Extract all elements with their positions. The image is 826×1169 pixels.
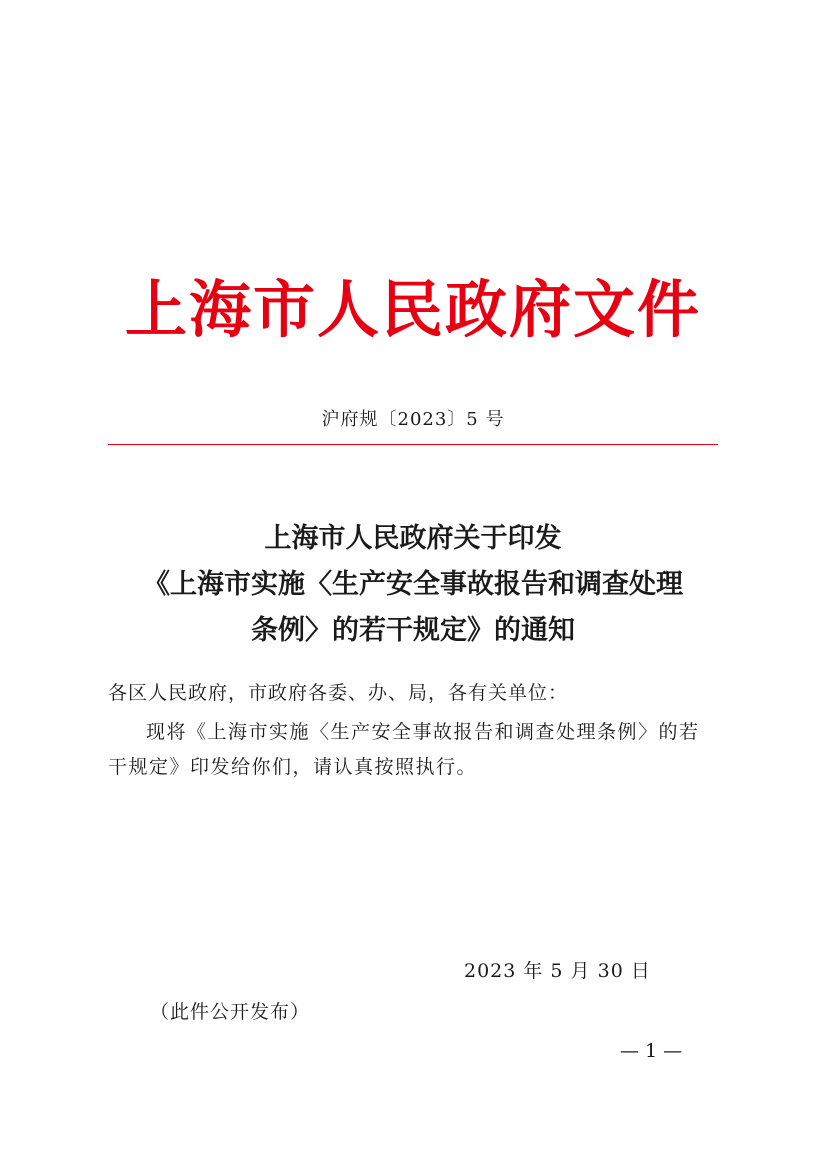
notice-title-line: 《上海市实施〈生产安全事故报告和调查处理: [143, 569, 683, 600]
body-paragraph: [108, 715, 720, 785]
publish-note: （此件公开发布）: [150, 1001, 311, 1023]
header-divider: [108, 444, 718, 445]
body-line: 干规定》印发给你们，请认真按照执行。: [108, 756, 478, 778]
document-header-title: 上海市人民政府文件: [124, 273, 701, 346]
document-number: 沪府规〔2023〕5 号: [321, 409, 505, 430]
page-number: — 1 —: [620, 1040, 683, 1062]
issue-date: 2023 年 5 月 30 日: [464, 960, 651, 982]
notice-title: [0, 516, 826, 654]
body-line: 现将《上海市实施〈生产安全事故报告和调查处理条例〉的若: [146, 721, 700, 743]
notice-title-line: 上海市人民政府关于印发: [264, 523, 562, 554]
notice-title-line: 条例〉的若干规定》的通知: [251, 615, 575, 646]
addressee: 各区人民政府，市政府各委、办、局，各有关单位：: [108, 682, 569, 704]
